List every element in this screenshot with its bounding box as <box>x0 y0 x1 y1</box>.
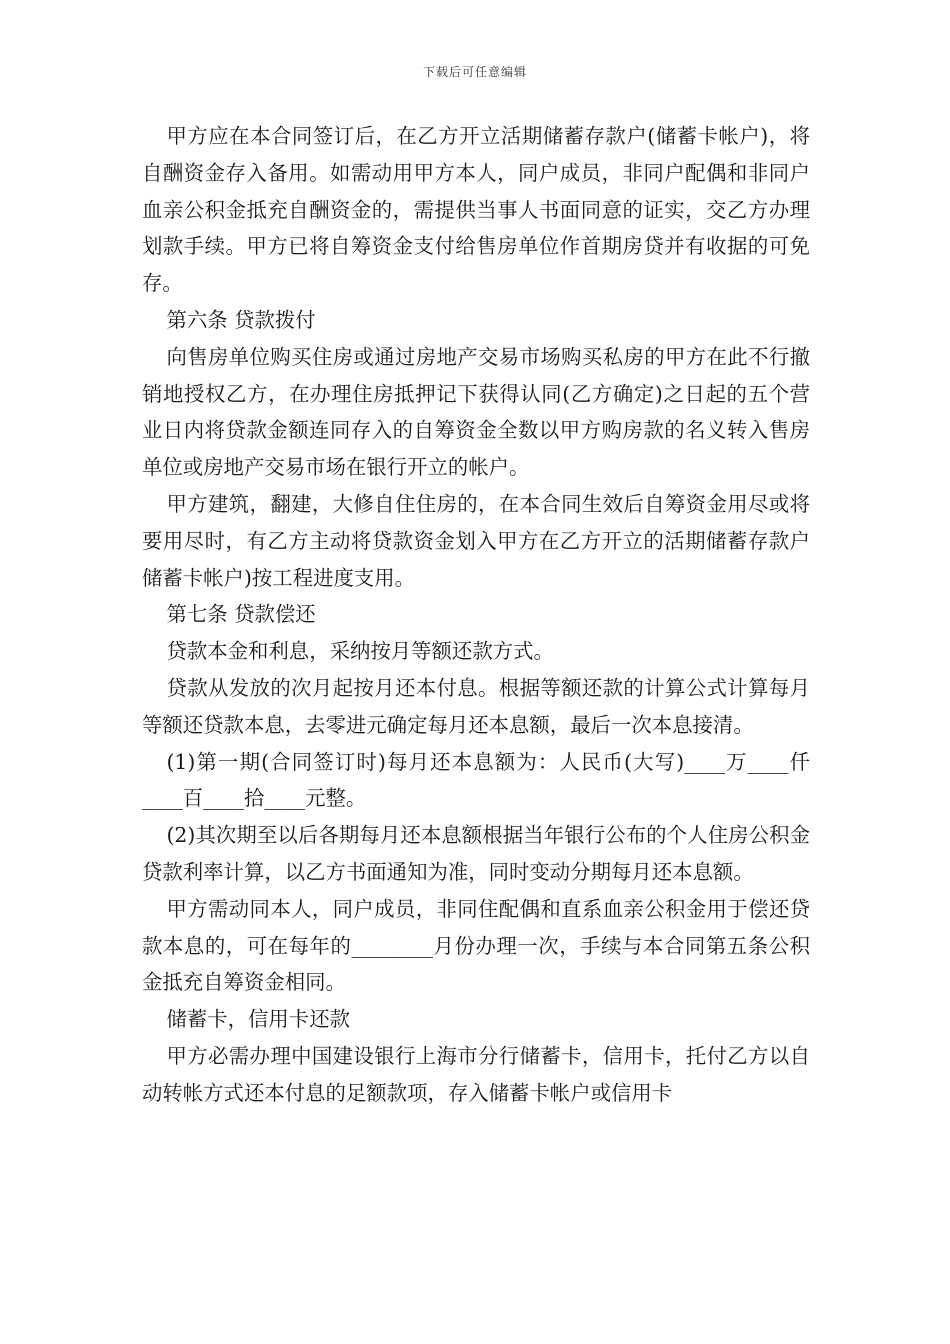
paragraph: 贷款从发放的次月起按月还本付息。根据等额还款的计算公式计算每月等额还贷款本息，去零进元确定每月还本息额，最后一次本息接清。 <box>142 675 810 737</box>
page-header: 下载后可任意编辑 <box>422 65 527 79</box>
paragraph: 向售房单位购买住房或通过房地产交易市场购买私房的甲方在此不行撤销地授权乙方，在办理住房抵押记下获得认同(乙方确定)之日起的五个营业日内将贷款金额连同存入的自筹资金全数以甲方购房款的名义转入售房单位或房地产交易市场在银行开立的帐户。 <box>142 344 810 480</box>
paragraph: (1)第一期(合同签订时)每月还本息额为：人民币(大写)____万____仟____百____拾____元整。 <box>142 749 810 811</box>
paragraph: 甲方应在本合同签订后，在乙方开立活期储蓄存款户(储蓄卡帐户)，将自酬资金存入备用。如需动用甲方本人，同户成员，非同户配偶和非同户血亲公积金抵充自酬资金的，需提供当事人书面同意的证实，交乙方办理划款手续。甲方已将自筹资金支付给售房单位作首期房贷并有收据的可免存。 <box>142 124 810 296</box>
section-heading: 第七条 贷款偿还 <box>166 602 316 627</box>
section-heading: 储蓄卡，信用卡还款 <box>166 1007 350 1032</box>
paragraph: 甲方建筑，翻建，大修自住住房的，在本合同生效后自筹资金用尽或将要用尽时，有乙方主动将贷款资金划入甲方在乙方开立的活期储蓄存款户储蓄卡帐户)按工程进度支用。 <box>142 491 810 590</box>
document-body <box>142 118 810 1112</box>
paragraph: 甲方必需办理中国建设银行上海市分行储蓄卡，信用卡，托付乙方以自动转帐方式还本付息的足额款项，存入储蓄卡帐户或信用卡 <box>142 1043 810 1105</box>
paragraph: 贷款本金和利息，采纳按月等额还款方式。 <box>166 639 554 664</box>
paragraph: (2)其次期至以后各期每月还本息额根据当年银行公布的个人住房公积金贷款利率计算，以乙方书面通知为准，同时变动分期每月还本息额。 <box>142 823 810 884</box>
section-heading: 第六条 贷款拨付 <box>166 307 316 332</box>
paragraph: 甲方需动同本人，同户成员，非同住配偶和直系血亲公积金用于偿还贷款本息的，可在每年的________月份办理一次，手续与本合同第五条公积金抵充自筹资金相同。 <box>142 896 810 995</box>
